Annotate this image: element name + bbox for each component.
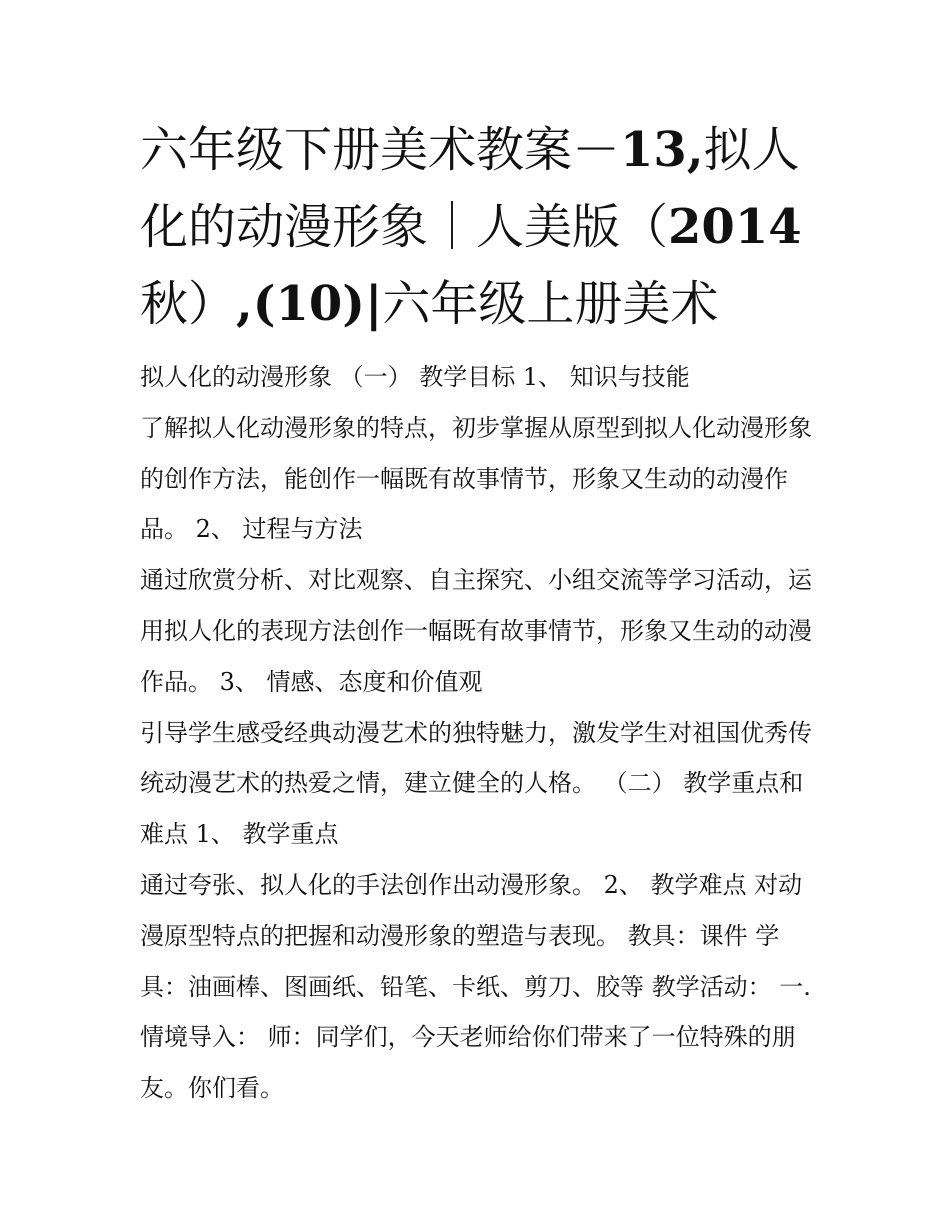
body-paragraph: 通过夸张、拟人化的手法创作出动漫形象。 2、 教学难点 对动漫原型特点的把握和动漫形象的塑造与表现。 教具：课件 学具：油画棒、图画纸、铅笔、卡纸、剪刀、胶等 教学活动： 一.情境导入： 师：同学们，今天老师给你们带来了一位特殊的朋友。你们看。 bbox=[140, 870, 811, 1103]
body-paragraph: 了解拟人化动漫形象的特点，初步掌握从原型到拟人化动漫形象的创作方法，能创作一幅既有故事情节，形象又生动的动漫作品。 2、 过程与方法 bbox=[140, 413, 812, 544]
title-part-4: 2014 bbox=[668, 199, 802, 255]
document-body bbox=[140, 352, 820, 1114]
title-part-7: 六年级上册美术 bbox=[382, 276, 719, 332]
title-part-2: 13, bbox=[620, 122, 704, 178]
body-paragraph: 拟人化的动漫形象 （一） 教学目标 1、 知识与技能 bbox=[140, 363, 690, 391]
title-part-3: 拟人化的动漫形象｜人美版（ bbox=[140, 122, 800, 255]
body-paragraph: 通过欣赏分析、对比观察、自主探究、小组交流等学习活动，运用拟人化的表现方法创作一幅既有故事情节，形象又生动的动漫作品。 3、 情感、态度和价值观 bbox=[140, 566, 812, 696]
title-part-5: 秋） bbox=[140, 276, 237, 332]
body-paragraph: 引导学生感受经典动漫艺术的独特魅力，激发学生对祖国优秀传统动漫艺术的热爱之情，建立健全的人格。 （二） 教学重点和难点 1、 教学重点 bbox=[140, 718, 812, 849]
document-title bbox=[140, 112, 820, 343]
title-part-1: 六年级下册美术教案－ bbox=[140, 122, 621, 178]
title-part-6: ,(10)| bbox=[236, 276, 383, 332]
